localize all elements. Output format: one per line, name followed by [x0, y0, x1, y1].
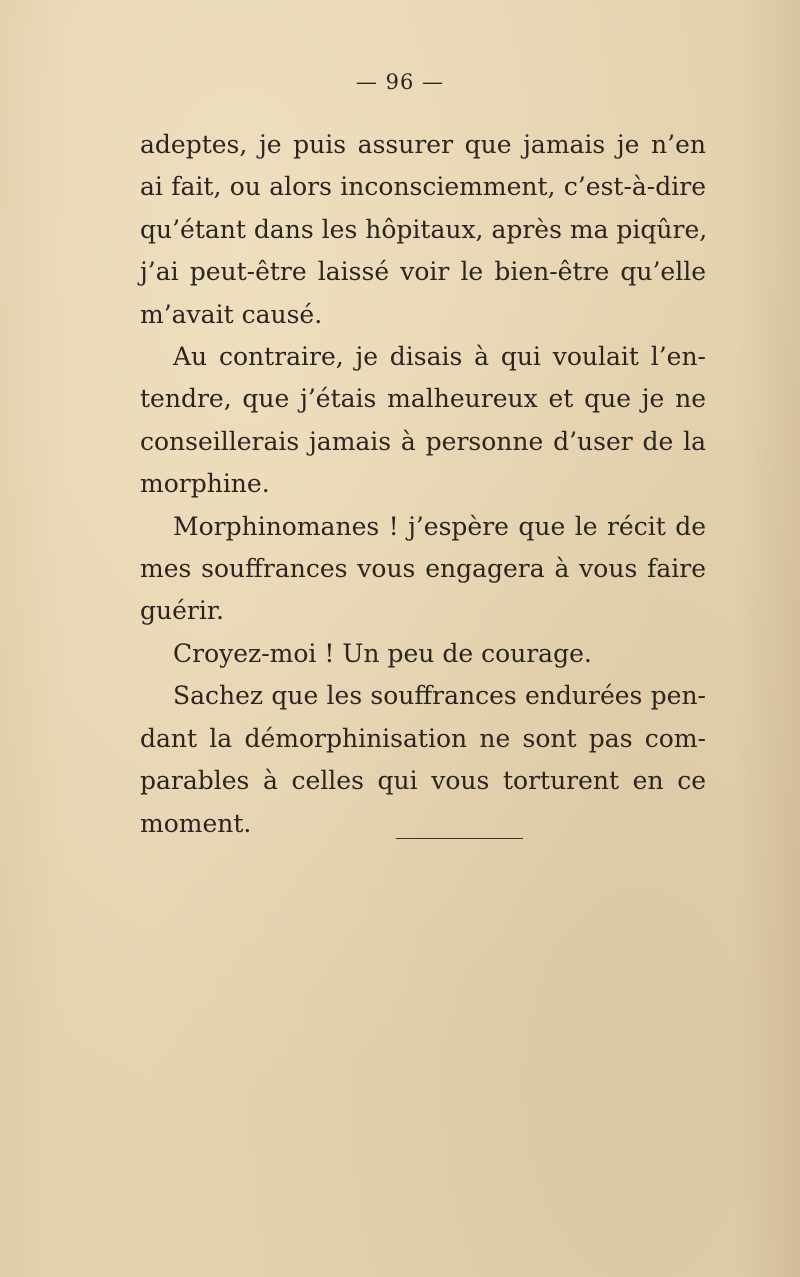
text-line: tendre, que j’étais malheureux et que je ne	[140, 384, 706, 414]
text-line: Croyez-moi ! Un peu de courage.	[173, 638, 592, 668]
paragraph	[140, 336, 706, 506]
text-line: morphine.	[140, 469, 270, 499]
text-line: guérir.	[140, 596, 224, 626]
paragraph	[140, 675, 706, 845]
paragraph	[140, 633, 706, 675]
text-line: mes souffrances vous engagera à vous faire	[140, 554, 706, 584]
text-line: Morphinomanes ! j’espère que le récit de	[173, 511, 706, 541]
paragraph	[140, 124, 706, 336]
text-line: adeptes, je puis assurer que jamais je n’en	[140, 130, 706, 159]
text-line: j’ai peut-être laissé voir le bien-être qu’elle	[140, 257, 706, 287]
paragraph	[140, 506, 706, 633]
text-line: dant la démorphinisation ne sont pas com-	[140, 723, 706, 753]
page-number: — 96 —	[355, 70, 445, 94]
text-line: Au contraire, je disais à qui voulait l’en-	[173, 342, 706, 372]
text-line: qu’étant dans les hôpitaux, après ma piqûre,	[140, 214, 708, 244]
text-line: m’avait causé.	[140, 299, 323, 329]
text-line: moment.	[140, 808, 252, 838]
body-text	[140, 124, 706, 845]
text-line: Sachez que les souffrances endurées pen-	[173, 681, 706, 711]
text-line: conseillerais jamais à personne d’user de la	[140, 426, 706, 456]
text-line: parables à celles qui vous torturent en ce	[140, 766, 706, 796]
text-line: ai fait, ou alors inconsciemment, c’est-à-dire	[140, 172, 706, 202]
section-divider-rule	[396, 838, 523, 839]
